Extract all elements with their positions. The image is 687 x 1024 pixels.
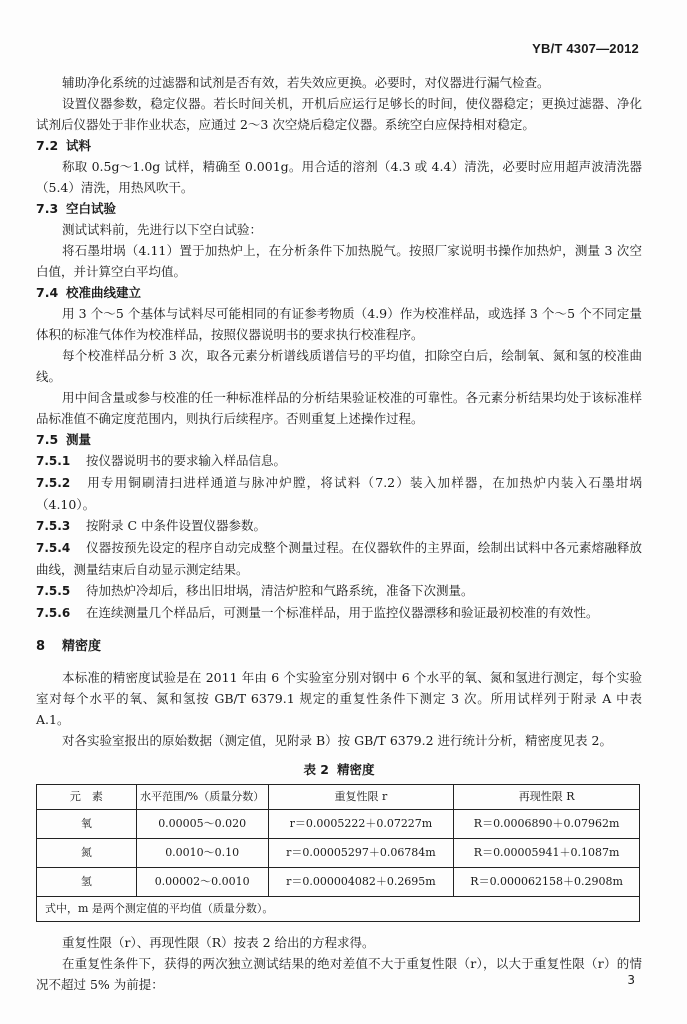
page-number: 3 xyxy=(627,973,635,987)
heading-title: 空白试验 xyxy=(66,201,117,216)
table-header-row xyxy=(37,785,640,810)
header-cell: 重复性限 r xyxy=(268,785,454,810)
step-text: 按附录 C 中条件设置仪器参数。 xyxy=(86,518,267,533)
table-cell: R＝0.00005941＋0.1087m xyxy=(454,839,640,868)
standard-code: YB/T 4307—2012 xyxy=(532,41,639,56)
heading-title: 试料 xyxy=(66,138,92,153)
table-cell: R＝0.000062158＋0.2908m xyxy=(454,868,640,897)
step-number: 7.5.6 xyxy=(36,606,71,620)
step-number: 7.5.4 xyxy=(36,541,71,555)
step-7-5-3 xyxy=(36,515,642,537)
table-cell: r＝0.0005222＋0.07227m xyxy=(268,810,454,839)
step-7-5-2 xyxy=(36,472,642,515)
step-7-5-6 xyxy=(36,602,642,624)
table-title: 精密度 xyxy=(337,762,375,777)
heading-7-5 xyxy=(36,429,642,450)
table-cell: 氧 xyxy=(37,810,137,839)
step-text: 用专用铜刷清扫进样通道与脉冲炉膛，将试料（7.2）装入加样器，在加热炉内装入石墨坩埚（4.10）。 xyxy=(36,475,642,512)
table-row xyxy=(37,868,640,897)
paragraph: 辅助净化系统的过滤器和试剂是否有效，若失效应更换。必要时，对仪器进行漏气检查。 xyxy=(62,75,550,90)
table-note: 式中，m 是两个测定值的平均值（质量分数）。 xyxy=(37,897,640,922)
page-content xyxy=(36,72,642,995)
paragraph: 用 3 个～5 个基体与试料尽可能相同的有证参考物质（4.9）作为校准样品，或选择 3 个～5 个不同定量体积的标准气体作为校准样品，按照仪器说明书的要求执行校准程序。 xyxy=(36,306,642,342)
paragraph: 每个校准样品分析 3 次，取各元素分析谱线质谱信号的平均值，扣除空白后，绘制氧、氮和氢的校准曲线。 xyxy=(36,348,642,384)
paragraph: 重复性限（r）、再现性限（R）按表 2 给出的方程求得。 xyxy=(62,935,375,950)
header-cell: 再现性限 R xyxy=(454,785,640,810)
step-number: 7.5.2 xyxy=(36,476,71,490)
heading-7-4 xyxy=(36,282,642,303)
step-text: 按仪器说明书的要求输入样品信息。 xyxy=(86,453,287,468)
table-cell: 0.0010～0.10 xyxy=(136,839,268,868)
step-7-5-5 xyxy=(36,580,642,602)
heading-title: 测量 xyxy=(66,432,92,447)
paragraph: 在重复性条件下，获得的两次独立测试结果的绝对差值不大于重复性限（r），以大于重复性限（r）的情况不超过 5% 为前提： xyxy=(36,956,642,992)
table-note-row xyxy=(37,897,640,922)
heading-7-3 xyxy=(36,198,642,219)
table-cell: r＝0.00005297＋0.06784m xyxy=(268,839,454,868)
heading-7-2 xyxy=(36,135,642,156)
step-number: 7.5.1 xyxy=(36,454,71,468)
table-cell: 0.00002～0.0010 xyxy=(136,868,268,897)
paragraph: 测试试料前，先进行以下空白试验： xyxy=(62,222,263,237)
heading-number: 7.2 xyxy=(36,138,59,153)
table-cell: R＝0.0006890＋0.07962m xyxy=(454,810,640,839)
table-cell: r＝0.000004082＋0.2695m xyxy=(268,868,454,897)
table-label: 表 2 xyxy=(303,762,330,777)
step-text: 在连续测量几个样品后，可测量一个标准样品，用于监控仪器漂移和验证最初校准的有效性。 xyxy=(86,605,599,620)
heading-number: 7.4 xyxy=(36,285,59,300)
table-cell: 氮 xyxy=(37,839,137,868)
paragraph: 设置仪器参数，稳定仪器。若长时间关机，开机后应运行足够长的时间，使仪器稳定；更换过滤器、净化试剂后仪器处于非作业状态，应通过 2～3 次空烧后稳定仪器。系统空白应保持相对稳定。 xyxy=(36,96,642,132)
paragraph: 将石墨坩埚（4.11）置于加热炉上，在分析条件下加热脱气。按照厂家说明书操作加热炉，测量 3 次空白值，并计算空白平均值。 xyxy=(36,243,642,279)
step-7-5-4 xyxy=(36,537,642,580)
precision-table xyxy=(36,784,640,922)
paragraph: 本标准的精密度试验是在 2011 年由 6 个实验室分别对钢中 6 个水平的氧、氮和氢进行测定，每个实验室对每个水平的氧、氮和氢按 GB/T 6379.1 规定的重复性条件下测定 3 次。所用试样列于附录 A 中表 A.1。 xyxy=(36,670,642,727)
heading-number: 7.5 xyxy=(36,432,59,447)
table-cell: 氢 xyxy=(37,868,137,897)
paragraph: 称取 0.5g～1.0g 试样，精确至 0.001g。用合适的溶剂（4.3 或 4.4）清洗，必要时应用超声波清洗器（5.4）清洗，用热风吹干。 xyxy=(36,159,642,195)
table-row xyxy=(37,839,640,868)
heading-8 xyxy=(36,636,642,657)
paragraph: 对各实验室报出的原始数据（测定值，见附录 B）按 GB/T 6379.2 进行统计分析，精密度见表 2。 xyxy=(62,733,612,748)
table-row xyxy=(37,810,640,839)
step-7-5-1 xyxy=(36,450,642,472)
table-cell: 0.00005～0.020 xyxy=(136,810,268,839)
table-caption xyxy=(36,759,642,780)
heading-title: 精密度 xyxy=(62,639,102,654)
heading-number: 7.3 xyxy=(36,201,59,216)
heading-title: 校准曲线建立 xyxy=(66,285,142,300)
step-number: 7.5.3 xyxy=(36,519,71,533)
header-cell: 水平范围/%（质量分数） xyxy=(136,785,268,810)
step-text: 仪器按预先设定的程序自动完成整个测量过程。在仪器软件的主界面，绘制出试料中各元素熔融释放曲线，测量结束后自动显示测定结果。 xyxy=(36,540,642,577)
header-cell: 元 素 xyxy=(37,785,137,810)
step-text: 待加热炉冷却后，移出旧坩埚，清洁炉腔和气路系统，准备下次测量。 xyxy=(86,583,474,598)
heading-number: 8 xyxy=(36,639,46,654)
step-number: 7.5.5 xyxy=(36,584,71,598)
paragraph: 用中间含量或参与校准的任一种标准样品的分析结果验证校准的可靠性。各元素分析结果均处于该标准样品标准值不确定度范围内，则执行后续程序。否则重复上述操作过程。 xyxy=(36,390,642,426)
